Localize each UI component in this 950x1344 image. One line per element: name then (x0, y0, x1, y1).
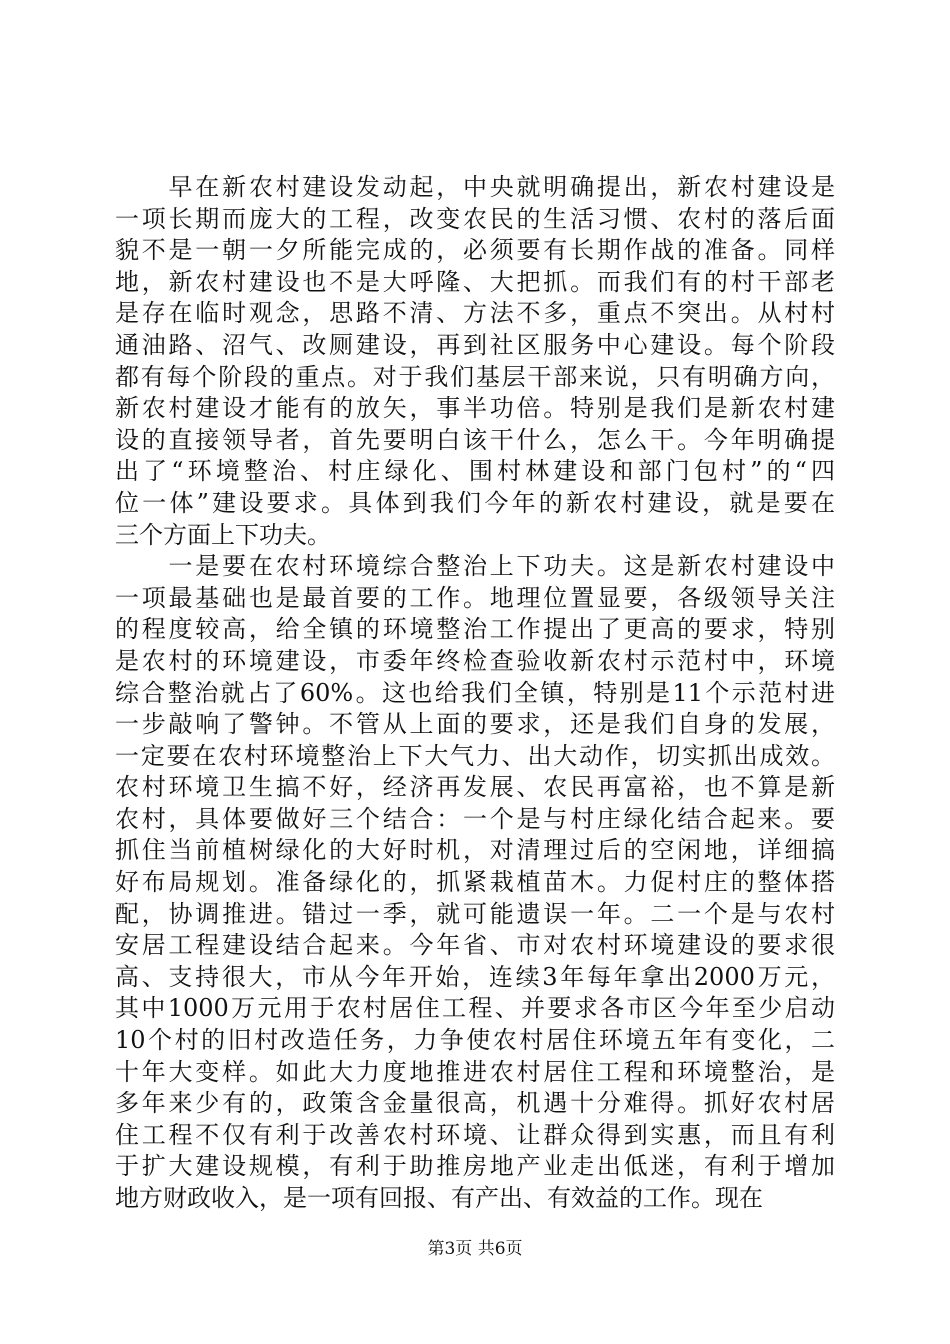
text-line: 是农村的环境建设，市委年终检查验收新农村示范村中，环境 (115, 646, 835, 675)
text-line: 新农村建设才能有的放矢，事半功倍。特别是我们是新农村建 (115, 394, 835, 423)
text-line: 一步敲响了警钟。不管从上面的要求，还是我们自身的发展， (115, 710, 835, 739)
text-line: 貌不是一朝一夕所能完成的，必须要有长期作战的准备。同样 (115, 236, 835, 265)
text-line: 三个方面上下功夫。 (115, 520, 331, 549)
text-line: 都有每个阶段的重点。对于我们基层干部来说，只有明确方向， (115, 362, 835, 391)
text-line: 一是要在农村环境综合整治上下功夫。这是新农村建设中 (115, 552, 835, 581)
text-line: 出了“环境整治、村庄绿化、围村林建设和部门包村”的“四 (115, 457, 835, 486)
text-line: 早在新农村建设发动起，中央就明确提出，新农村建设是 (115, 173, 835, 201)
text-line: 好布局规划。准备绿化的，抓紧栽植苗木。力促村庄的整体搭 (115, 868, 835, 897)
text-line: 设的直接领导者，首先要明白该干什么，怎么干。今年明确提 (115, 425, 835, 454)
text-line: 一项长期而庞大的工程，改变农民的生活习惯、农村的落后面 (115, 204, 835, 233)
text-line: 是存在临时观念，思路不清、方法不多，重点不突出。从村村 (115, 299, 835, 328)
page-footer: 第3页 共6页 (427, 1239, 523, 1259)
text-line: 高、支持很大，市从今年开始，连续3年每年拿出2000万元， (115, 962, 835, 991)
body-text (115, 172, 835, 1215)
text-line: 住工程不仅有利于改善农村环境、让群众得到实惠，而且有利 (115, 1120, 835, 1149)
text-line: 配，协调推进。错过一季，就可能遗误一年。二一个是与农村 (115, 899, 835, 928)
text-line: 通油路、沼气、改厕建设，再到社区服务中心建设。每个阶段 (115, 330, 835, 359)
text-line: 于扩大建设规模，有利于助推房地产业走出低迷，有利于增加 (115, 1152, 835, 1181)
text-line: 10个村的旧村改造任务，力争使农村居住环境五年有变化，二 (115, 1026, 835, 1055)
text-line: 地，新农村建设也不是大呼隆、大把抓。而我们有的村干部老 (115, 267, 835, 296)
text-line: 的程度较高，给全镇的环境整治工作提出了更高的要求，特别 (115, 615, 835, 644)
text-line: 一定要在农村环境整治上下大气力、出大动作，切实抓出成效。 (115, 741, 835, 770)
text-line: 安居工程建设结合起来。今年省、市对农村环境建设的要求很 (115, 931, 835, 960)
text-line: 农村环境卫生搞不好，经济再发展、农民再富裕，也不算是新 (115, 773, 835, 802)
text-line: 位一体”建设要求。具体到我们今年的新农村建设，就是要在 (115, 488, 835, 517)
paragraph (115, 551, 835, 1214)
text-line: 多年来少有的，政策含金量很高，机遇十分难得。抓好农村居 (115, 1089, 835, 1118)
text-line: 综合整治就占了60%。这也给我们全镇，特别是11个示范村进 (115, 678, 835, 707)
text-line: 一项最基础也是最首要的工作。地理位置显要，各级领导关注 (115, 583, 835, 612)
text-line: 抓住当前植树绿化的大好时机，对清理过后的空闲地，详细搞 (115, 836, 835, 865)
text-line: 十年大变样。如此大力度地推进农村居住工程和环境整治，是 (115, 1057, 835, 1086)
text-line: 地方财政收入，是一项有回报、有产出、有效益的工作。现在 (115, 1184, 763, 1212)
text-line: 其中1000万元用于农村居住工程、并要求各市区今年至少启动 (115, 994, 835, 1023)
text-line: 农村，具体要做好三个结合：一个是与村庄绿化结合起来。要 (115, 804, 835, 833)
paragraph (115, 172, 835, 551)
